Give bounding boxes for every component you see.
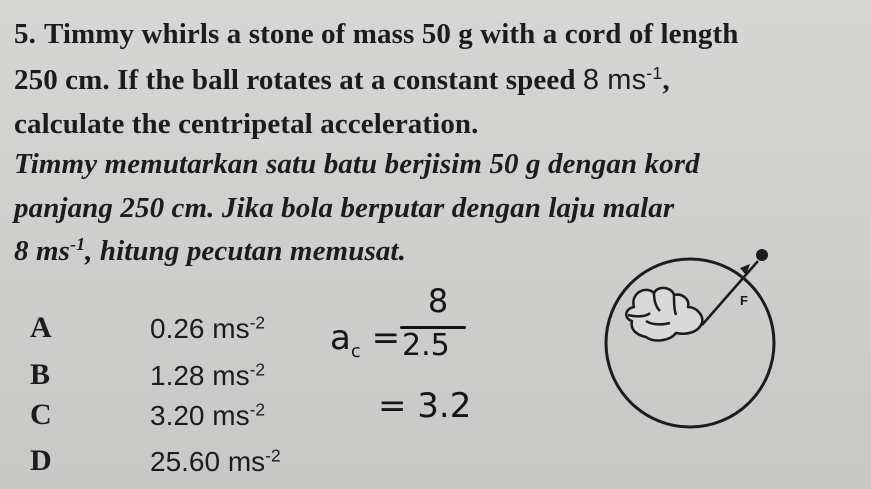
question-en-line-2 <box>14 62 670 98</box>
option-a-letter: A <box>30 311 52 344</box>
question-en-text-1: Timmy whirls a stone of mass 50 g with a cord of length <box>43 18 739 50</box>
option-b-letter: B <box>30 358 51 391</box>
speed-value-en: 8 ms <box>582 64 647 96</box>
option-a-number: 0.26 ms <box>150 313 250 344</box>
handwritten-denominator: 2.5 <box>402 328 450 363</box>
circular-motion-diagram <box>590 235 790 435</box>
option-d-letter: D <box>30 444 52 477</box>
hand-icon <box>626 288 702 341</box>
question-en-text-2: 250 cm. If the ball rotates at a constant speed <box>14 64 583 96</box>
option-d-exponent: -2 <box>265 445 281 466</box>
question-ms-line-3 <box>14 233 406 269</box>
option-b-number: 1.28 ms <box>150 360 250 391</box>
option-d-number: 25.60 ms <box>150 446 266 477</box>
hand-equals: = <box>371 318 401 358</box>
speed-value-ms: 8 ms <box>14 235 70 267</box>
question-number: 5. <box>14 18 36 50</box>
option-b-value <box>150 360 265 392</box>
question-en-line-1 <box>14 16 738 52</box>
handwritten-numerator: 8 <box>427 282 449 320</box>
question-ms-text-3: , hitung pecutan memusat. <box>85 235 406 267</box>
force-label: F <box>740 293 748 308</box>
option-c-exponent: -2 <box>249 399 266 420</box>
handwritten-ac <box>330 318 400 362</box>
option-c-letter: C <box>30 398 52 431</box>
option-b-exponent: -2 <box>249 359 266 380</box>
option-a-exponent: -2 <box>249 312 266 333</box>
option-c-number: 3.20 ms <box>150 400 250 431</box>
speed-exponent-en: -1 <box>646 63 663 84</box>
question-en-comma: , <box>662 64 670 96</box>
question-ms-line-1: Timmy memutarkan satu batu berjisim 50 g dengan kord <box>14 148 700 180</box>
handwritten-result: = 3.2 <box>378 386 472 426</box>
option-d-value <box>150 446 281 478</box>
option-a-value <box>150 313 265 345</box>
speed-exponent-ms: -1 <box>70 234 86 255</box>
option-c-value <box>150 400 265 432</box>
question-en-line-3: calculate the centripetal acceleration. <box>14 108 479 140</box>
question-ms-line-2: panjang 250 cm. Jika bola berputar dengan laju malar <box>14 192 675 224</box>
stone-dot <box>756 249 768 261</box>
orbit-circle <box>606 259 774 427</box>
hand-a: a <box>330 318 351 358</box>
hand-sub-c: c <box>350 340 361 362</box>
